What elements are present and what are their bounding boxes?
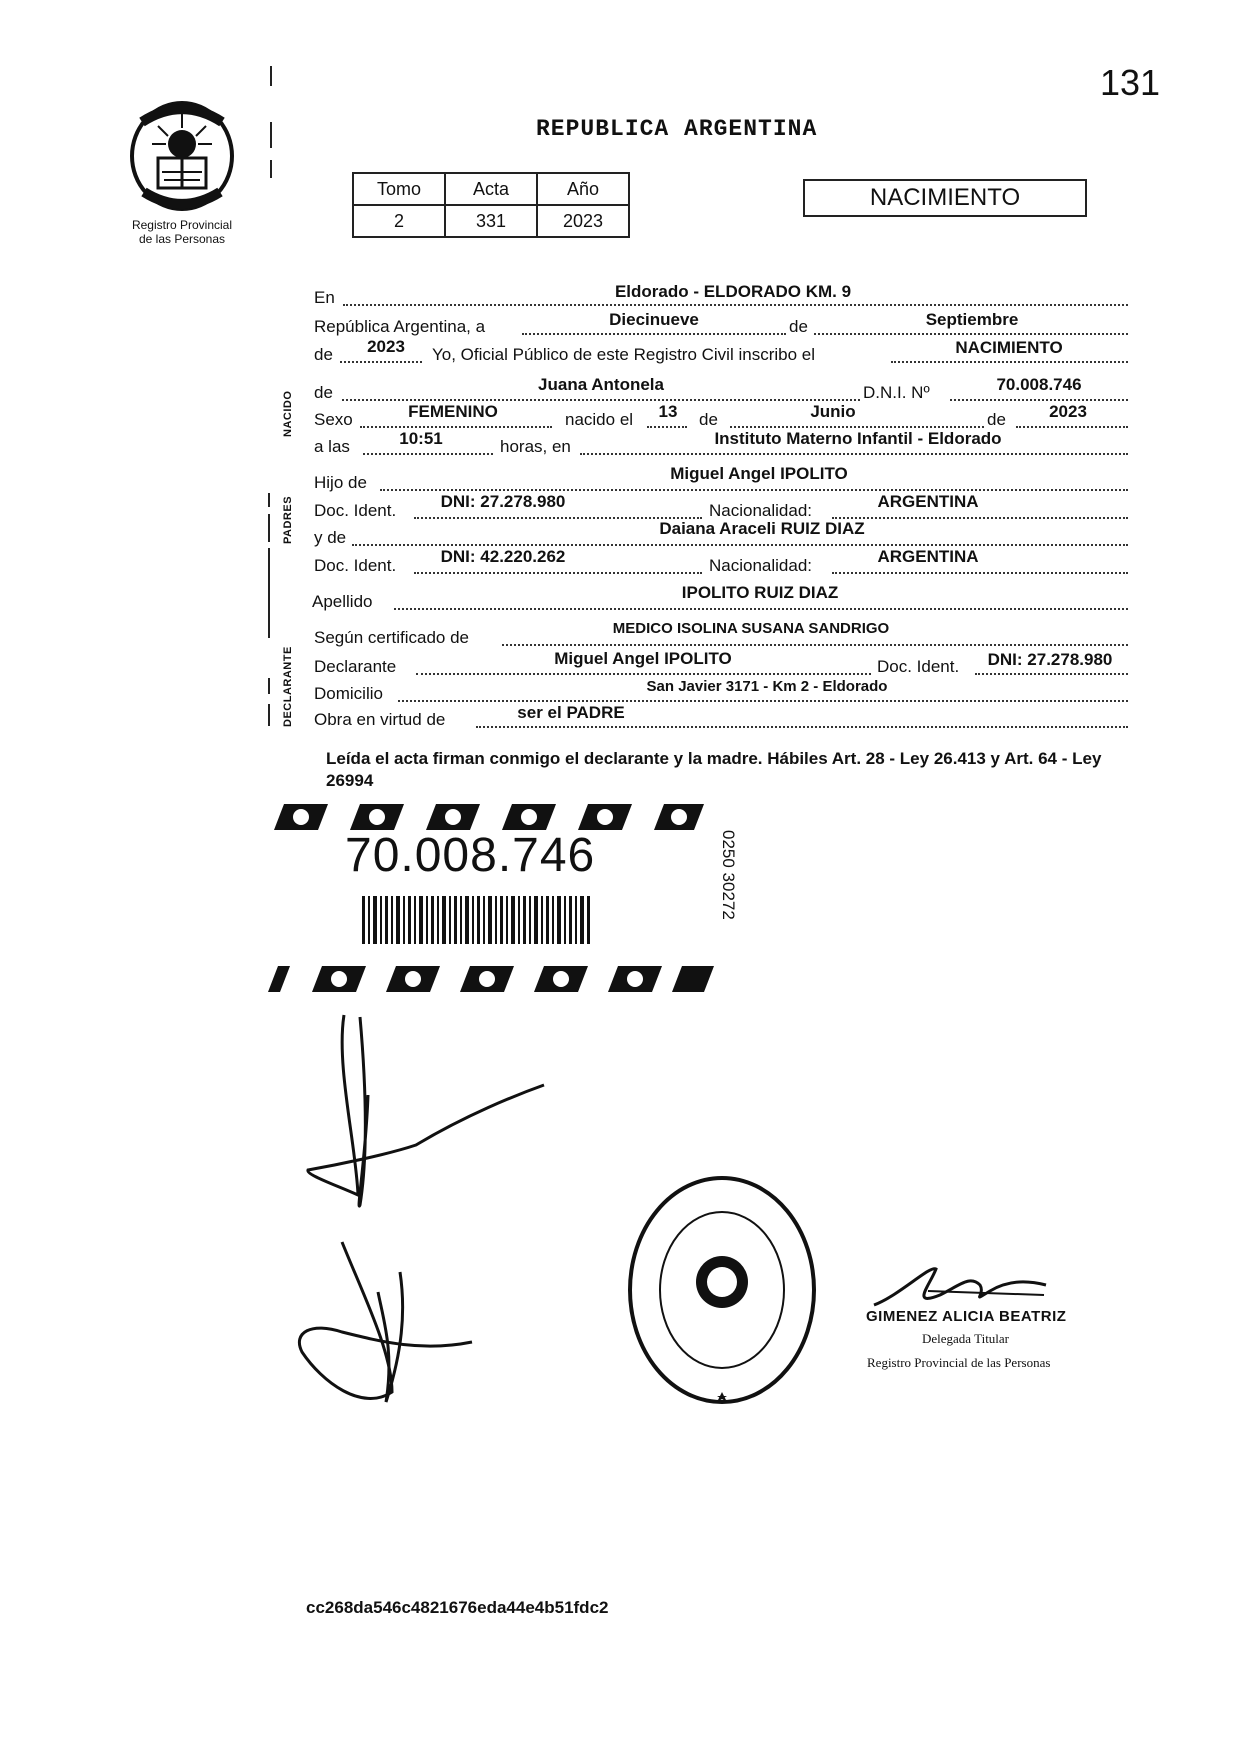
label-en: En: [314, 288, 335, 307]
label-nacionalidad-2: Nacionalidad:: [709, 556, 813, 575]
value-certificate-by: MEDICO ISOLINA SUSANA SANDRIGO: [612, 620, 890, 637]
dni-sticker-serial-text: 0250 30272: [719, 830, 738, 920]
page-number: 131: [1100, 62, 1161, 103]
dotted-line: [580, 453, 1128, 455]
dotted-line: [398, 700, 1128, 702]
dotted-line: [352, 544, 1128, 546]
dotted-line: [414, 572, 702, 574]
label-domicilio: Domicilio: [314, 684, 383, 703]
margin-mark: [268, 548, 270, 638]
barcode: [362, 896, 592, 944]
value-birth-year: 2023: [1049, 402, 1087, 421]
label-hijo-de: Hijo de: [314, 473, 367, 492]
dotted-line: [832, 572, 1128, 574]
value-place: Eldorado - ELDORADO KM. 9: [614, 282, 852, 301]
value-mother-name: Daiana Araceli RUIZ DIAZ: [659, 519, 865, 538]
dotted-line: [814, 333, 1128, 335]
dni-sticker-serial: [706, 830, 738, 968]
label-segun-certificado: Según certificado de: [314, 628, 469, 647]
official-seal-stamp: [622, 1170, 822, 1410]
label-a-las: a las: [314, 437, 350, 456]
table-cell: 2023: [537, 205, 629, 237]
side-label-declarant: DECLARANTE: [282, 646, 294, 727]
official-title: Delegada Titular: [922, 1331, 1010, 1346]
table-header: Tomo: [353, 173, 445, 205]
value-address: San Javier 3171 - Km 2 - Eldorado: [646, 678, 888, 695]
value-child-dni: 70.008.746: [996, 375, 1082, 394]
dotted-line: [363, 453, 493, 455]
label-yo-oficial: Yo, Oficial Público de este Registro Civil inscribo el: [432, 345, 815, 364]
label-y-de: y de: [314, 528, 347, 547]
margin-mark: [268, 678, 270, 694]
label-sexo: Sexo: [314, 410, 353, 429]
official-name: GIMENEZ ALICIA BEATRIZ: [866, 1308, 1067, 1325]
margin-mark: [270, 160, 272, 178]
value-father-name: Miguel Angel IPOLITO: [670, 464, 848, 483]
value-birth-time: 10:51: [399, 429, 443, 448]
label-apellido: Apellido: [312, 592, 373, 611]
margin-mark: [268, 514, 270, 542]
dotted-line: [975, 673, 1128, 675]
table-header: Acta: [445, 173, 537, 205]
label-de-year: de: [314, 345, 333, 364]
value-mother-nationality: ARGENTINA: [877, 547, 979, 566]
dotted-line: [342, 399, 860, 401]
dotted-line: [950, 399, 1128, 401]
value-registration-year: 2023: [367, 337, 405, 356]
mother-signature: [282, 1232, 482, 1422]
table-header: Año: [537, 173, 629, 205]
value-declarant-name: Miguel Angel IPOLITO: [554, 649, 732, 668]
value-registration-month: Septiembre: [925, 310, 1019, 329]
dotted-line: [832, 517, 1128, 519]
registry-caption: Registro Provincial de las Personas: [131, 218, 233, 246]
label-nacionalidad-1: Nacionalidad:: [709, 501, 813, 520]
value-birth-month: Junio: [810, 402, 856, 421]
official-office: Registro Provincial de las Personas: [867, 1355, 1051, 1370]
dotted-line: [522, 333, 786, 335]
document-hash-code: cc268da546c4821676eda44e4b51fdc2: [306, 1598, 609, 1617]
value-sex: FEMENINO: [408, 402, 498, 421]
value-father-doc: DNI: 27.278.980: [440, 492, 566, 511]
table-cell: 2: [353, 205, 445, 237]
label-de-name: de: [314, 383, 333, 402]
label-declarante: Declarante: [314, 657, 397, 676]
value-registration-day: Diecinueve: [609, 310, 699, 329]
country-title: REPUBLICA ARGENTINA: [536, 116, 818, 142]
value-record-type: NACIMIENTO: [955, 338, 1063, 357]
label-de-birth-year: de: [987, 410, 1006, 429]
dotted-line: [360, 426, 552, 428]
closing-note: Leída el acta firman conmigo el declarante y la madre. Hábiles Art. 28 - Ley 26.413 y Art. 64 - Ley 26994: [326, 749, 1102, 790]
label-dni: D.N.I. Nº: [863, 383, 930, 402]
margin-mark: [270, 122, 272, 148]
label-republica: República Argentina, a: [314, 317, 486, 336]
dotted-line: [730, 426, 984, 428]
dni-sticker-bottom-band: [268, 962, 718, 996]
dotted-line: [1016, 426, 1128, 428]
label-de: de: [789, 317, 808, 336]
declarant-signature: [296, 1005, 546, 1235]
reference-table: [352, 172, 630, 238]
margin-mark: [268, 493, 270, 507]
dni-sticker-number: 70.008.746: [345, 829, 596, 882]
dotted-line: [647, 426, 687, 428]
registry-coat-of-arms-logo: [128, 100, 236, 212]
label-doc-ident-3: Doc. Ident.: [877, 657, 960, 676]
dotted-line: [502, 644, 1128, 646]
label-doc-ident-2: Doc. Ident.: [314, 556, 397, 575]
dotted-line: [891, 361, 1128, 363]
side-label-born: NACIDO: [282, 390, 294, 437]
value-birth-place: Instituto Materno Infantil - Eldorado: [714, 429, 1002, 448]
label-de-month: de: [699, 410, 718, 429]
side-label-parents: PADRES: [282, 495, 294, 544]
official-signature: [870, 1255, 1050, 1315]
label-obra-en-virtud: Obra en virtud de: [314, 710, 446, 729]
document-type: NACIMIENTO: [803, 179, 1087, 217]
value-mother-doc: DNI: 42.220.262: [440, 547, 566, 566]
label-horas-en: horas, en: [500, 437, 571, 456]
dotted-line: [380, 489, 1128, 491]
value-father-nationality: ARGENTINA: [877, 492, 979, 511]
value-birth-day: 13: [658, 402, 678, 421]
dotted-line: [343, 304, 1128, 306]
table-cell: 331: [445, 205, 537, 237]
value-acting-as: ser el PADRE: [517, 703, 625, 722]
label-nacido-el: nacido el: [565, 410, 634, 429]
value-child-name: Juana Antonela: [538, 375, 664, 394]
dotted-line: [416, 673, 871, 675]
value-declarant-doc: DNI: 27.278.980: [987, 650, 1113, 669]
dotted-line: [394, 608, 1128, 610]
dotted-line: [476, 726, 1128, 728]
dotted-line: [340, 361, 422, 363]
value-surname: IPOLITO RUIZ DIAZ: [681, 583, 839, 602]
margin-mark: [270, 66, 272, 86]
margin-mark: [268, 704, 270, 726]
label-doc-ident-1: Doc. Ident.: [314, 501, 397, 520]
